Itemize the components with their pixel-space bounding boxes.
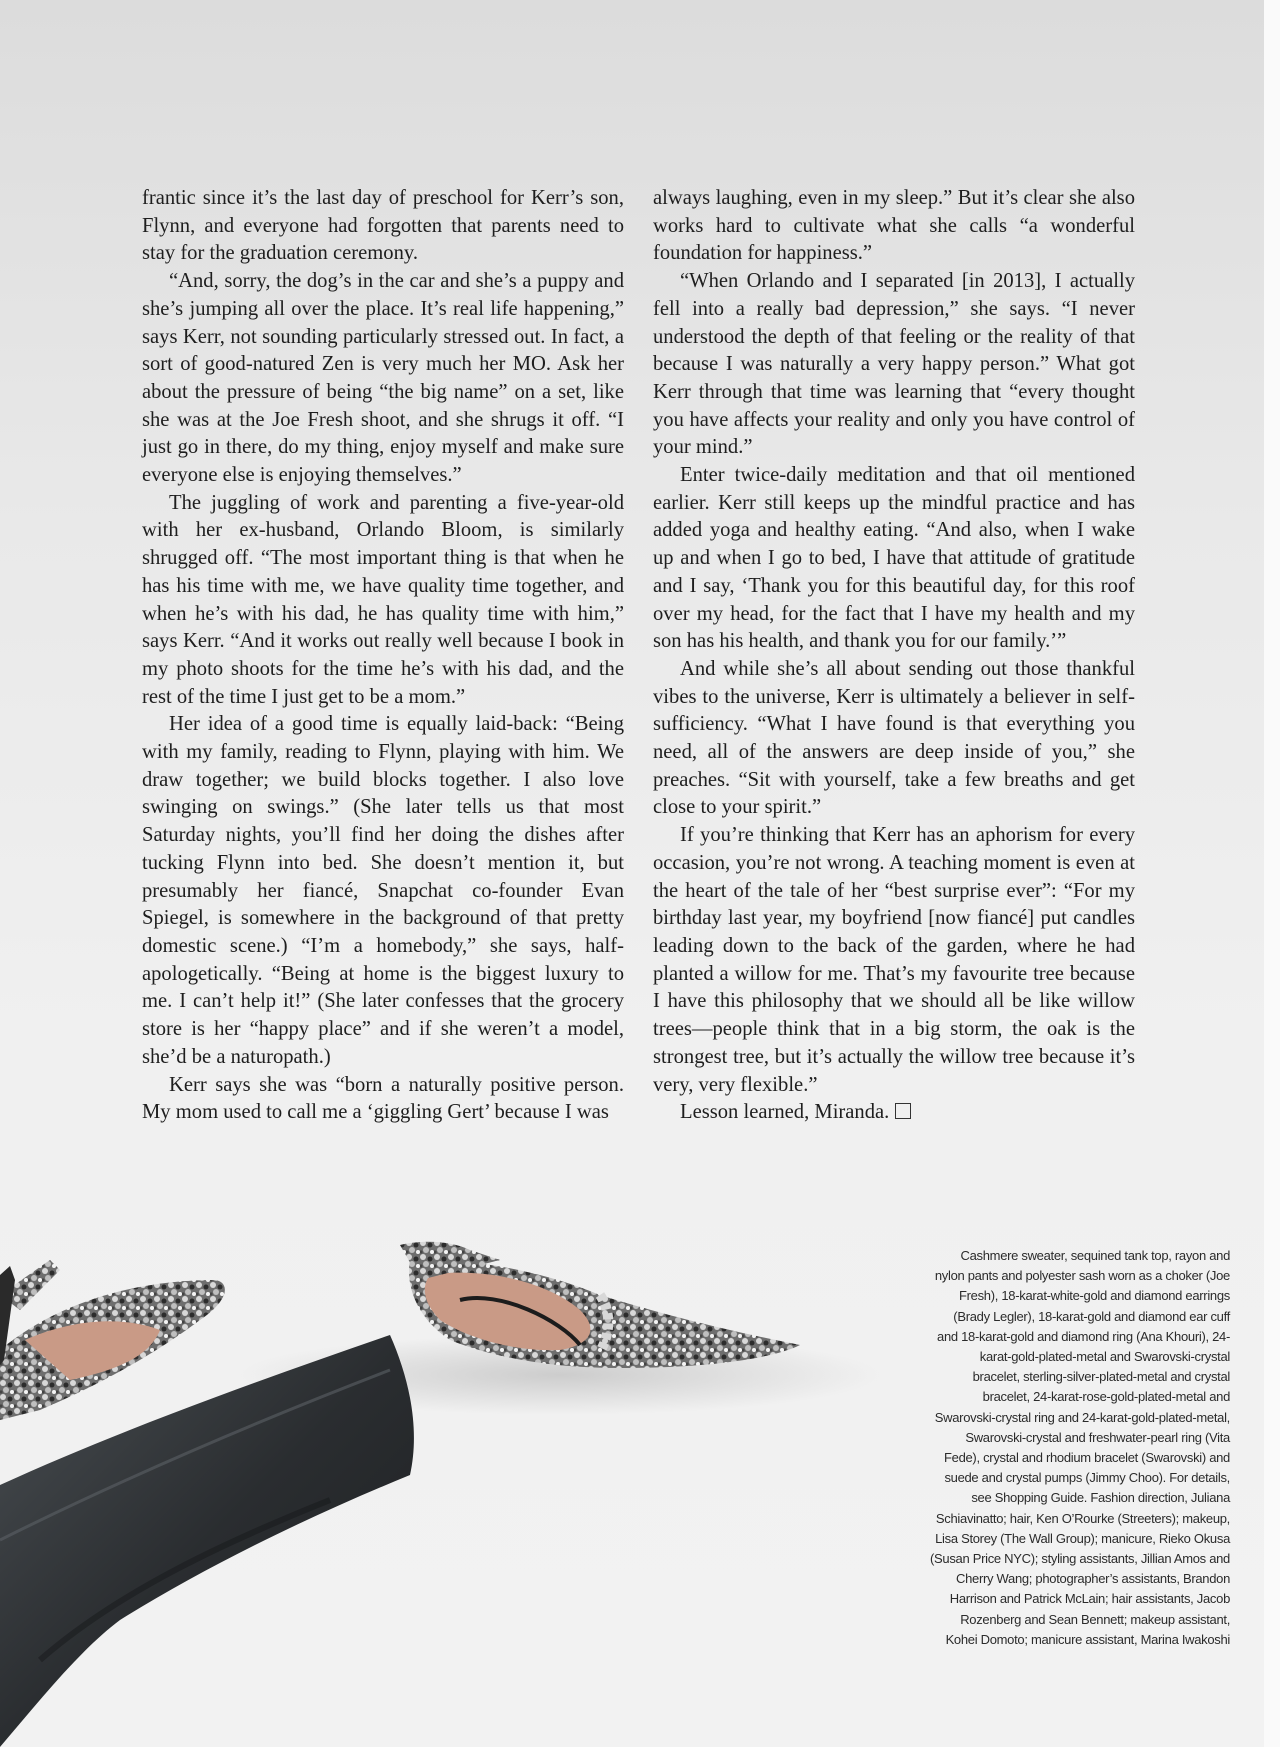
article-column-right bbox=[653, 185, 1135, 1127]
paragraph: always laughing, even in my sleep.” But it’s clear she also works hard to cultivate what she calls “a wonderful foundation for happiness.” bbox=[653, 187, 1135, 265]
shoes-photo bbox=[0, 1240, 900, 1747]
paragraph: The juggling of work and parenting a five-year-old with her ex-husband, Orlando Bloom, is similarly shrugged off. “The most important thing is that when he has his time with me, we have quality time together, and when he’s with his dad, he has quality time with him,” says Kerr. “And it works out really well because I book in my photo shoots for the time he’s with his dad, and the rest of the time I just get to be a mom.” bbox=[142, 491, 624, 708]
paragraph: Enter twice-daily meditation and that oil mentioned earlier. Kerr still keeps up the mindful practice and has added yoga and healthy eating. “And also, when I wake up and when I go to bed, I have that attitude of gratitude and I say, ‘Thank you for this beautiful day, for this roof over my head, for the fact that I have my health and my son has his health, and thank you for our family.’” bbox=[653, 464, 1135, 653]
paragraph: frantic since it’s the last day of preschool for Kerr’s son, Flynn, and everyone had forgotten that parents need to stay for the graduation ceremony. bbox=[142, 187, 624, 265]
paragraph: If you’re thinking that Kerr has an aphorism for every occasion, you’re not wrong. A teaching moment is even at the heart of the tale of her “best surprise ever”: “For my birthday last year, my boyfriend [now fiancé] put candles leading down to the back of the garden, where he had planted a willow for me. That’s my favourite tree because I have this philosophy that we should all be like willow trees—people think that in a big storm, the oak is the strongest tree, but it’s actually the willow tree because it’s very, very flexible.” bbox=[653, 824, 1135, 1096]
article-column-left bbox=[142, 185, 624, 1127]
page-edge-strip bbox=[1264, 0, 1280, 1747]
photo-credits-caption: Cashmere sweater, sequined tank top, rayon and nylon pants and polyester sash worn as a choker (Joe Fresh), 18-karat-white-gold and diamond earrings (Brady Legler), 18-karat-gold and diamond ear cuff and 18-karat-gold and diamond ring (Ana Khouri), 24-karat-gold-plated-metal and Swarovski-crystal bracelet, sterling-silver-plated-metal and crystal bracelet, 24-karat-rose-gold-plated-metal and Swarovski-crystal ring and 24-karat-gold-plated-metal, Swarovski-crystal and freshwater-pearl ring (Vita Fede), crystal and rhodium bracelet (Swarovski) and suede and crystal pumps (Jimmy Choo). For details, see Shopping Guide. Fashion direction, Juliana Schiavinatto; hair, Ken O’Rourke (Streeters); makeup, Lisa Storey (The Wall Group); manicure, Rieko Okusa (Susan Price NYC); styling assistants, Jillian Amos and Cherry Wang; photographer’s assistants, Brandon Harrison and Patrick McLain; hair assistants, Jacob Rozenberg and Sean Bennett; makeup assistant, Kohei Domoto; manicure assistant, Marina Iwakoshi bbox=[930, 1248, 1230, 1647]
closing-line: Lesson learned, Miranda. bbox=[680, 1101, 890, 1124]
paragraph: Her idea of a good time is equally laid-back: “Being with my family, reading to Flynn, playing with him. We draw together; we build blocks together. I also love swinging on swings.” (She later tells us that most Saturday nights, you’ll find her doing the dishes after tucking Flynn into bed. She doesn’t mention it, but presumably her fiancé, Snapchat co-founder Evan Spiegel, is somewhere in the background of that pretty domestic scene.) “I’m a homebody,” she says, half-apologetically. “Being at home is the biggest luxury to me. I can’t help it!” (She later confesses that the grocery store is her “happy place” and if she weren’t a model, she’d be a naturopath.) bbox=[142, 713, 624, 1068]
paragraph: “When Orlando and I separated [in 2013], I actually fell into a really bad depression,” she says. “I never understood the depth of that feeling or the reality of that because I was naturally a very happy person.” What got Kerr through that time was learning that “every thought you have affects your reality and only you have control of your mind.” bbox=[653, 270, 1135, 459]
closing-paragraph bbox=[653, 1099, 1135, 1127]
paragraph: And while she’s all about sending out those thankful vibes to the universe, Kerr is ultimately a believer in self-sufficiency. “What I have found is that everything you need, all of the answers are deep inside of you,” she preaches. “Sit with yourself, take a few breaths and get close to your spirit.” bbox=[653, 657, 1135, 819]
paragraph: “And, sorry, the dog’s in the car and she’s a puppy and she’s jumping all over the place. It’s real life happening,” says Kerr, not sounding particularly stressed out. In fact, a sort of good-natured Zen is very much her MO. Ask her about the pressure of being “the big name” on a set, like she was at the Joe Fresh shoot, and she shrugs it off. “I just go in there, do my thing, enjoy myself and make sure everyone else is enjoying themselves.” bbox=[142, 270, 624, 487]
left-shoe bbox=[0, 1260, 225, 1420]
paragraph: Kerr says she was “born a naturally positive person. My mom used to call me a ‘giggling Gert’ because I was bbox=[142, 1073, 624, 1124]
end-of-article-mark bbox=[895, 1103, 911, 1119]
